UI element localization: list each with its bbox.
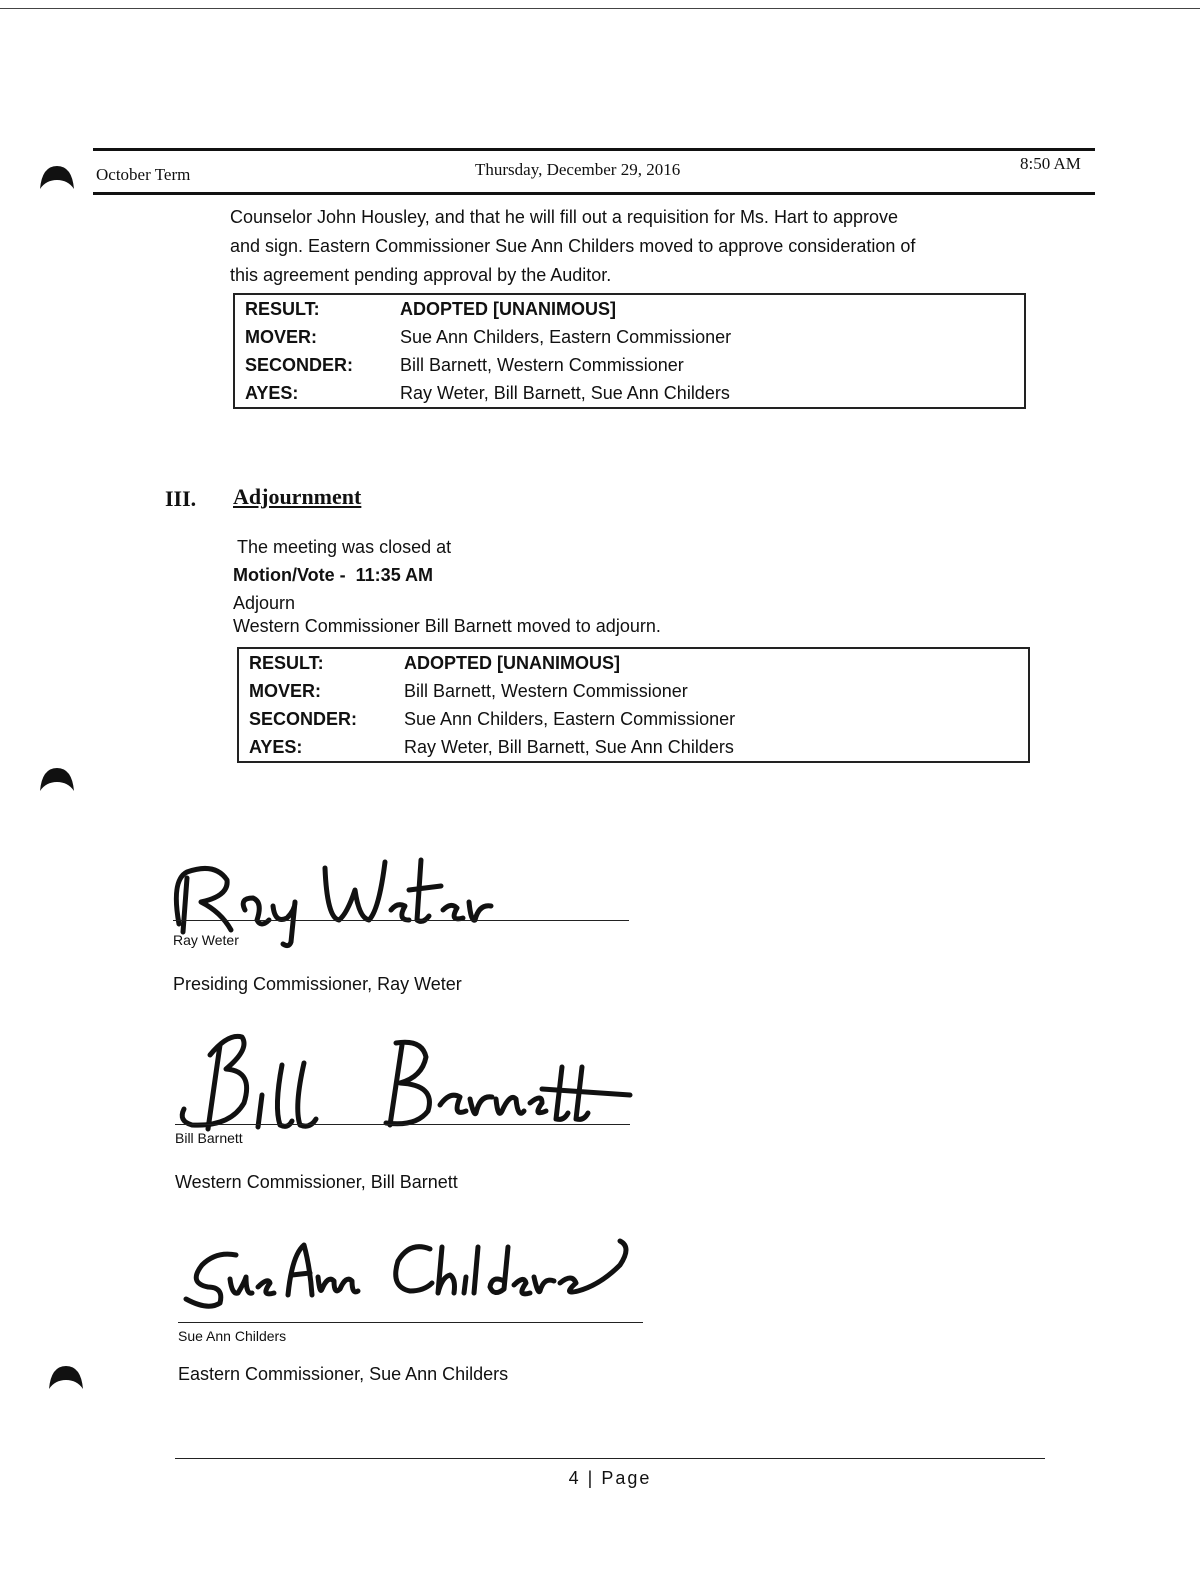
signature-line (173, 920, 629, 921)
vote-label: RESULT: (245, 298, 320, 319)
signature-bill-barnett (170, 1025, 640, 1140)
header-time: 8:50 AM (1020, 154, 1081, 173)
vote-table-adjourn (237, 647, 1030, 763)
binder-hole-icon (38, 163, 76, 197)
signature-printed-name: Bill Barnett (175, 1130, 243, 1146)
vote-value: Sue Ann Childers, Eastern Commissioner (404, 708, 736, 729)
vote-label: AYES: (249, 736, 303, 757)
vote-value: Ray Weter, Bill Barnett, Sue Ann Childers (400, 382, 730, 403)
signature-sue-ann-childers (180, 1225, 640, 1315)
intro-line: Counselor John Housley, and that he will fill out a requisition for Ms. Hart to approve (230, 207, 899, 227)
footer-rule (175, 1458, 1045, 1459)
vote-label: SECONDER: (245, 354, 354, 375)
closed-text: The meeting was closed at (237, 537, 452, 557)
vote-value: ADOPTED [UNANIMOUS] (404, 652, 620, 673)
signature-title: Presiding Commissioner, Ray Weter (173, 974, 462, 994)
signature-title: Eastern Commissioner, Sue Ann Childers (178, 1364, 509, 1384)
section-number: III. (165, 486, 197, 511)
vote-label: MOVER: (249, 680, 321, 701)
vote-value: Bill Barnett, Western Commissioner (400, 354, 684, 375)
page-number: 4 | Page (568, 1468, 652, 1488)
intro-line: this agreement pending approval by the Auditor. (230, 265, 612, 285)
scan-top-edge (0, 8, 1200, 9)
signature-printed-name: Ray Weter (173, 932, 239, 948)
vote-row-ayes (234, 379, 1025, 408)
motion-label: Motion/Vote - (233, 565, 346, 585)
vote-row-seconder (238, 705, 1029, 733)
header-rule-bottom (93, 192, 1095, 195)
signature-line (178, 1322, 643, 1323)
section-title: Adjournment (233, 484, 362, 509)
header-date: Thursday, December 29, 2016 (475, 160, 681, 179)
motion-vote-line (233, 565, 433, 586)
vote-label: MOVER: (245, 326, 317, 347)
signature-title: Western Commissioner, Bill Barnett (175, 1172, 458, 1192)
vote-value: Ray Weter, Bill Barnett, Sue Ann Childers (404, 736, 734, 757)
motion-description: Western Commissioner Bill Barnett moved to adjourn. (233, 616, 661, 636)
vote-value: Sue Ann Childers, Eastern Commissioner (400, 326, 732, 347)
vote-row-mover (234, 323, 1025, 351)
binder-hole-icon (47, 1363, 85, 1397)
vote-label: SECONDER: (249, 708, 358, 729)
signature-line (175, 1124, 630, 1125)
intro-line: and sign. Eastern Commissioner Sue Ann Childers moved to approve consideration of (230, 236, 916, 256)
signature-printed-name: Sue Ann Childers (178, 1328, 287, 1344)
vote-row-ayes (238, 733, 1029, 762)
vote-table-agreement (233, 293, 1026, 409)
vote-value: ADOPTED [UNANIMOUS] (400, 298, 616, 319)
header-term: October Term (96, 165, 191, 184)
vote-row-seconder (234, 351, 1025, 379)
intro-paragraph (230, 203, 1010, 290)
vote-label: AYES: (245, 382, 299, 403)
vote-row-mover (238, 677, 1029, 705)
header-rule-top (93, 148, 1095, 151)
binder-hole-icon (38, 765, 76, 799)
vote-value: Bill Barnett, Western Commissioner (404, 680, 688, 701)
motion-time: 11:35 AM (355, 565, 434, 585)
vote-label: RESULT: (249, 652, 324, 673)
vote-row-result (238, 648, 1029, 677)
motion-action: Adjourn (233, 593, 296, 613)
vote-row-result (234, 294, 1025, 323)
